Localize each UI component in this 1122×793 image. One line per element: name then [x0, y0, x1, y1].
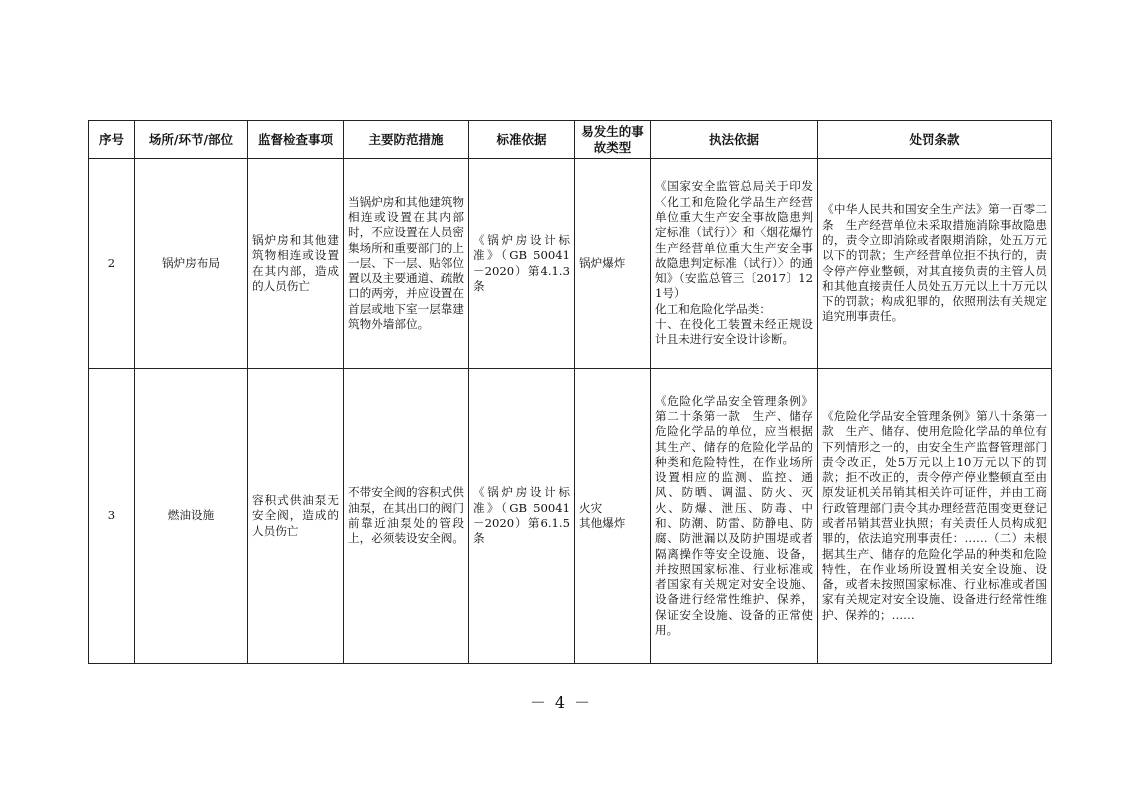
page-number: － 4 －	[529, 693, 593, 712]
cell-accident: 锅炉爆炸	[575, 159, 651, 369]
cell-penalty: 《中华人民共和国安全生产法》第一百零二条 生产经营单位未采取措施消除事故隐患的，责令立即消除或者限期消除，处五万元以下的罚款；生产经营单位拒不执行的，责令停产停业整顿，对其直接负责的主管人员和其他直接责任人员处五万元以上十万元以下的罚款；构成犯罪的，依照刑法有关规定追究刑事责任。	[818, 159, 1052, 369]
header-place: 场所/环节/部位	[135, 121, 248, 159]
cell-place: 锅炉房布局	[135, 159, 248, 369]
header-penalty: 处罚条款	[818, 121, 1052, 159]
supervision-table	[88, 120, 1052, 664]
cell-standard: 《锅炉房设计标准》（GB 50041－2020）第4.1.3条	[469, 159, 575, 369]
cell-penalty: 《危险化学品安全管理条例》第八十条第一款 生产、储存、使用危险化学品的单位有下列情形之一的，由安全生产监督管理部门责令改正，处5万元以上10万元以下的罚款；拒不改正的，责令停产停业整顿直至由原发证机关吊销其相关许可证件，并由工商行政管理部门责令其办理经营范围变更登记或者吊销其营业执照；有关责任人员构成犯罪的，依法追究刑事责任：……（二）未根据其生产、储存的危险化学品的种类和危险特性，在作业场所设置相关安全设施、设备，或者未按照国家标准、行业标准或者国家有关规定对安全设施、设备进行经常性维护、保养的；……	[818, 369, 1052, 664]
cell-no: 3	[89, 369, 135, 664]
cell-law: 《国家安全监管总局关于印发〈化工和危险化学品生产经营单位重大生产安全事故隐患判定标准（试行）〉和〈烟花爆竹生产经营单位重大生产安全事故隐患判定标准（试行）〉的通知》（安监总管三〔2017〕121号） 化工和危险化学品类： 十、在役化工装置未经正规设计且未进行安全设计诊断。	[651, 159, 818, 369]
cell-measures: 不带安全阀的容积式供油泵，在其出口的阀门前靠近油泵处的管段上，必须装设安全阀。	[344, 369, 469, 664]
table-row	[89, 369, 1052, 664]
header-standard: 标准依据	[469, 121, 575, 159]
cell-standard: 《锅炉房设计标准》（GB 50041－2020）第6.1.5条	[469, 369, 575, 664]
table-header-row	[89, 121, 1052, 159]
header-no: 序号	[89, 121, 135, 159]
header-accident: 易发生的事故类型	[575, 121, 651, 159]
cell-law: 《危险化学品安全管理条例》第二十条第一款 生产、储存危险化学品的单位，应当根据其生产、储存的危险化学品的种类和危险特性，在作业场所设置相应的监测、监控、通风、防晒、调温、防火、灭火、防爆、泄压、防毒、中和、防潮、防雷、防静电、防腐、防泄漏以及防护围堤或者隔离操作等安全设施、设备，并按照国家标准、行业标准或者国家有关规定对安全设施、设备进行经常性维护、保养，保证安全设施、设备的正常使用。	[651, 369, 818, 664]
header-law: 执法依据	[651, 121, 818, 159]
header-measures: 主要防范措施	[344, 121, 469, 159]
cell-item: 锅炉房和其他建筑物相连或设置在其内部，造成的人员伤亡	[248, 159, 344, 369]
cell-place: 燃油设施	[135, 369, 248, 664]
header-item: 监督检查事项	[248, 121, 344, 159]
cell-item: 容积式供油泵无安全阀，造成的人员伤亡	[248, 369, 344, 664]
table-row	[89, 159, 1052, 369]
cell-accident: 火灾 其他爆炸	[575, 369, 651, 664]
cell-measures: 当锅炉房和其他建筑物相连或设置在其内部时，不应设置在人员密集场所和重要部门的上一层、下一层、贴邻位置以及主要通道、疏散口的两旁，并应设置在首层或地下室一层靠建筑物外墙部位。	[344, 159, 469, 369]
cell-no: 2	[89, 159, 135, 369]
